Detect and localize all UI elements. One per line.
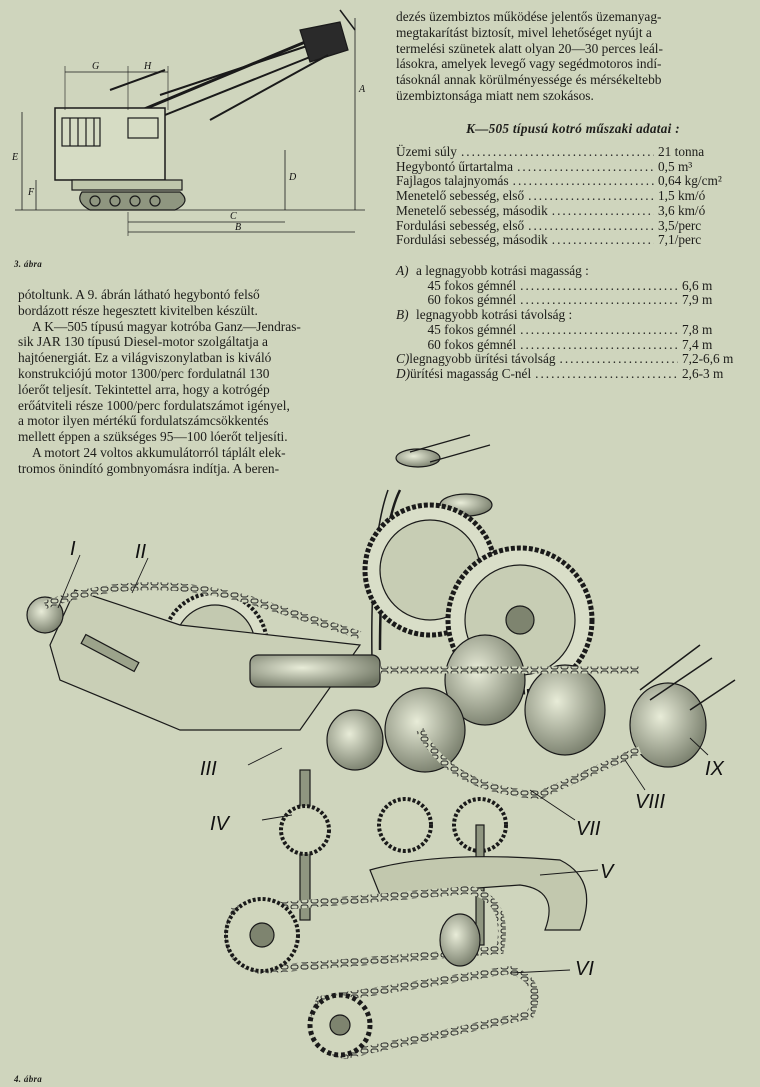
- spec-label: Menetelő sebesség, második: [396, 202, 548, 218]
- digging-value: 7,2-6,6 m: [682, 351, 734, 367]
- spec-row: [396, 160, 754, 175]
- digging-row: [396, 293, 748, 308]
- digging-label: 45 fokos gémnél: [427, 321, 517, 337]
- callout-vii: VII: [576, 818, 601, 840]
- callout-ii: II: [135, 541, 147, 563]
- text-line: a motor ilyen mértékű fordulatszámcsökkentés: [18, 413, 269, 429]
- dim-label-g: G: [92, 61, 100, 72]
- dim-label-c: C: [230, 211, 237, 222]
- text-line: bordázott része hegesztett kivitelben készült.: [18, 302, 258, 318]
- spec-value: 0,64 kg/cm²: [658, 173, 722, 189]
- spec-label: Fordulási sebesség, második: [396, 232, 548, 248]
- digging-row: [396, 338, 748, 353]
- dim-label-h: H: [144, 61, 152, 72]
- text-line: A motort 24 voltos akkumulátorról táplált elek-: [32, 444, 286, 460]
- leader-dots: [520, 293, 678, 308]
- text-line: hajtóenergiát. Ez a világviszonylatban is kiváló: [18, 350, 272, 366]
- text-line: pótoltunk. A 9. ábrán látható hegybontó felső: [18, 287, 260, 302]
- leader-dots: [520, 338, 678, 353]
- dim-label-f: F: [28, 187, 35, 198]
- callout-iv: IV: [210, 813, 229, 835]
- leader-dots: [517, 160, 654, 175]
- leader-dots: [528, 219, 654, 234]
- dim-label-d: D: [289, 172, 297, 183]
- leader-dots: [560, 352, 678, 367]
- leader-dots: [552, 233, 654, 248]
- digging-row: [396, 367, 748, 382]
- text-line: A K—505 típusú magyar kotróba Ganz—Jendras-: [32, 318, 301, 334]
- text-line: lóerőt teljesít. Tekintettel arra, hogy a kotrógép: [18, 381, 270, 397]
- callout-vi: VI: [575, 958, 594, 980]
- specs-table: [396, 145, 754, 248]
- digging-label: 60 fokos gémnél: [427, 336, 517, 352]
- digging-row: [396, 323, 748, 338]
- text-line: tromos önindító gombnyomásra indítja. A beren-: [18, 460, 280, 476]
- digging-label: legnagyobb ürítési távolság: [409, 351, 556, 367]
- text-line: mellett éppen a szükséges 95—100 lóerőt teljesíti.: [18, 429, 288, 445]
- leader-dots: [461, 145, 654, 160]
- digging-value: 7,8 m: [682, 321, 713, 337]
- spec-label: Menetelő sebesség, első: [396, 188, 525, 204]
- digging-row: [396, 279, 748, 294]
- figure-4-drivetrain-drawing: [0, 430, 760, 1070]
- leader-dots: [528, 189, 654, 204]
- leader-dots: [520, 323, 678, 338]
- leader-dots: [520, 279, 678, 294]
- spec-value: 0,5 m³: [658, 158, 693, 174]
- spec-value: 3,6 km/ó: [658, 202, 706, 218]
- text-line: megtakarítást biztosít, mivel lehetőséget nyújt a: [396, 24, 652, 40]
- spec-label: Fajlagos talajnyomás: [396, 173, 509, 189]
- spec-row: [396, 189, 754, 204]
- callout-ix: IX: [705, 758, 724, 780]
- digging-label: a legnagyobb kotrási magasság :: [416, 263, 589, 278]
- digging-value: 6,6 m: [682, 277, 713, 293]
- text-line: dezés üzembiztos működése jelentős üzemanyag-: [396, 9, 662, 24]
- callout-iii: III: [200, 758, 217, 780]
- spec-row: [396, 233, 754, 248]
- spec-value: 3,5/perc: [658, 217, 702, 233]
- digging-value: 7,9 m: [682, 292, 713, 308]
- spec-value: 1,5 km/ó: [658, 188, 706, 204]
- digging-row: [396, 264, 748, 279]
- callout-v: V: [600, 861, 614, 883]
- digging-key: D): [396, 365, 411, 381]
- digging-label: 45 fokos gémnél: [427, 277, 517, 293]
- spec-row: [396, 145, 754, 160]
- right-intro-text: [396, 9, 750, 104]
- digging-value: 2,6-3 m: [682, 365, 724, 381]
- digging-key: B): [396, 307, 409, 323]
- digging-key: A): [396, 263, 409, 278]
- text-line: konstrukciójú motor 1300/perc fordulatnál 130: [18, 365, 270, 381]
- spec-value: 7,1/perc: [658, 232, 702, 248]
- leader-dots: [513, 174, 654, 189]
- digging-row: [396, 308, 748, 323]
- figure-4-caption: 4. ábra: [14, 1074, 43, 1084]
- spec-label: Üzemi súly: [396, 144, 457, 159]
- digging-label: ürítési magasság C-nél: [410, 365, 532, 381]
- figure-3-caption: 3. ábra: [14, 259, 43, 269]
- digging-data-table: [396, 264, 748, 382]
- digging-label: legnagyobb kotrási távolság :: [416, 307, 573, 323]
- spec-row: [396, 174, 754, 189]
- specs-title: K—505 típusú kotró műszaki adatai :: [466, 121, 680, 136]
- dim-label-a: A: [359, 84, 366, 95]
- digging-label: 60 fokos gémnél: [427, 292, 517, 308]
- spec-label: Hegybontó űrtartalma: [396, 158, 514, 174]
- text-line: üzembiztonsága miatt nem szokásos.: [396, 87, 594, 103]
- leader-dots: [535, 367, 678, 382]
- spec-value: 21 tonna: [658, 144, 705, 159]
- text-line: termelési szünetek alatt olyan 20—30 perces leál-: [396, 40, 663, 56]
- digging-key: C): [396, 351, 410, 367]
- text-line: tásoknál annak körülményessége és mérsékeltebb: [396, 72, 662, 88]
- spec-row: [396, 204, 754, 219]
- spec-row: [396, 219, 754, 234]
- dim-label-e: E: [12, 152, 19, 163]
- callout-i: I: [70, 538, 76, 560]
- leader-dots: [552, 204, 654, 219]
- text-line: sik JAR 130 típusú Diesel-motor szolgáltatja a: [18, 334, 268, 350]
- spec-label: Fordulási sebesség, első: [396, 217, 525, 233]
- digging-value: 7,4 m: [682, 336, 713, 352]
- callout-viii: VIII: [635, 791, 666, 813]
- digging-row: [396, 352, 748, 367]
- text-line: erőátviteli része 1000/perc fordulatszámot igényel,: [18, 397, 290, 413]
- dim-label-b: B: [235, 222, 242, 233]
- text-line: lásokra, amelyek levegő vagy segédmotoros indí-: [396, 56, 662, 72]
- figure-3-excavator-drawing: [10, 0, 370, 252]
